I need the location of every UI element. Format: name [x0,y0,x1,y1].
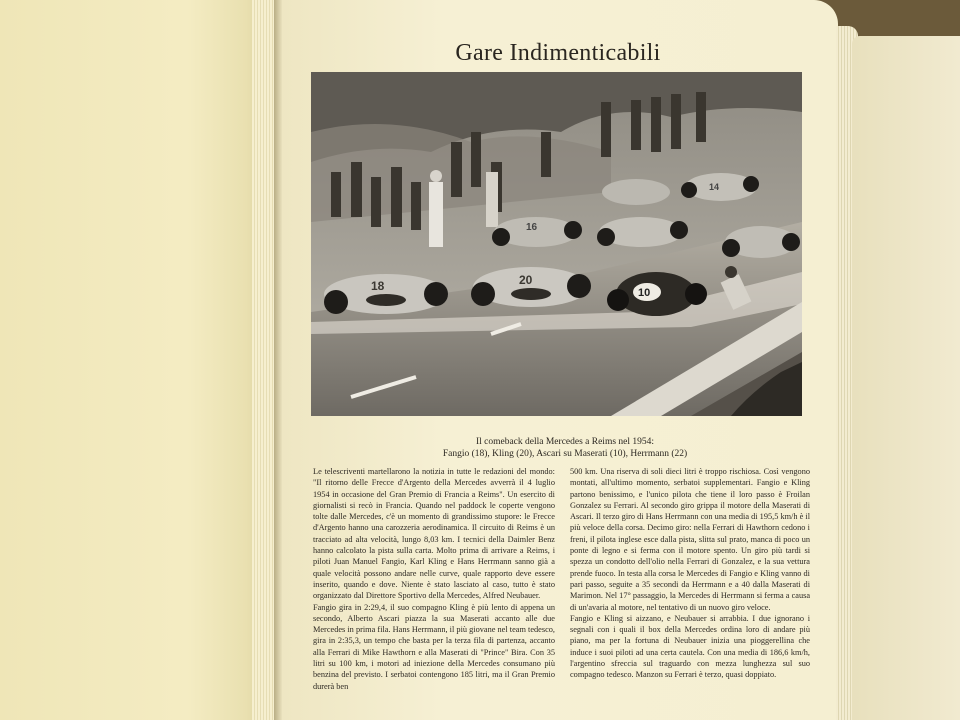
paragraph: Fangio e Kling si aizzano, e Neubauer si arrabbia. I due ignorano i segnali con i quali il box della Mercedes ordina loro di andare più piano, ma per la fortuna di Neubauer inizia una pioggerellina che induce i suoi piloti ad una certa cautela. Con una media di 186,6 km/h, l'argentino sfreccia sul traguardo con mezza lunghezza sul suo compagno tedesco. Manzon su Ferrari è terzo, quasi doppiato. [570,613,810,680]
photo-caption [330,436,800,460]
caption-line-1: Il comeback della Mercedes a Reims nel 1954: [475,437,655,447]
svg-text:16: 16 [526,222,538,233]
svg-text:20: 20 [519,273,533,287]
race-start-photo [311,72,802,416]
left-page [0,0,268,720]
race-photo-drawing [311,72,802,416]
text-column-left [313,466,555,692]
svg-text:18: 18 [371,279,385,293]
text-column-right [570,466,810,681]
paragraph: Le telescriventi martellarono la notizia in tutte le redazioni del mondo: "Il ritorno delle Frecce d'Argento della Mercedes avverrà il 4 luglio 1954 in occasione del Gran Premio di Francia a Reims". Un esercito di giornalisti si recò in Francia. Quando nel paddock le coperte vengono tolte dalle Mercedes, c'è un momento di grandissimo stupore: le Frecce d'Argento hanno una carozzeria aerodinamica. Il circuito di Reims è un tracciato ad alta velocità, lungo 8,03 km. I tecnici della Daimler Benz hanno calcolato la pista sulla carta. Molto prima di arrivare a Reims, i piloti Juan Manuel Fangio, Karl Kling e Hans Herrmann sanno già a quale velocità possono andare nelle curve, quale rapporto deve essere inserito, quando e dove. Niente è stato lasciato al caso, tutto è stato organizzato dal Direttore Sportivo della Mercedes, Alfred Neubauer. [313,467,555,601]
car-18 [324,274,448,314]
paragraph: 500 km. Una riserva di soli dieci litri è troppo rischiosa. Così vengono montati, all'ultimo momento, serbatoi supplementari. Fangio e Kling partono benissimo, e l'unico pilota che tiene il loro passo è Froilan Gonzalez su Ferrari. Al secondo giro grippa il motore della Maserati di Ascari. Il terzo giro di Hans Herrmann con una media di 195,5 km/h è il più veloce della corsa. Decimo giro: nella Ferrari di Hawthorn cedono i freni, il pilota inglese esce dalla pista, slitta sul prato, manca di poco un ponte di legno e si ferma con il motore spento. Un giro più tardi si spezza un condotto dell'olio nella Ferrari di Gonzalez, e la sua vettura prende fuoco. In testa alla corsa le Mercedes di Fangio e Kling vanno di pari passo, seguite a 35 secondi da Herrmann e a 40 dalla Maserati di Marimon. Nel 17° passaggio, la Mercedes di Herrmann si ferma a causa di un'avaria al motore, nel tentativo di un nuovo giro veloce. [570,467,810,612]
svg-text:10: 10 [638,287,651,299]
svg-text:14: 14 [709,182,720,192]
paragraph: Fangio gira in 2:29,4, il suo compagno Kling è più lento di appena un secondo, Alberto Ascari piazza la sua Maserati accanto alle due Mercedes in prima fila. Hans Herrmann, il più giovane nel team tedesco, gira in 2:35,3, un tempo che basta per la terza fila di partenza, accanto alla Ferrari di Mike Hawthorn e alla Maserati di "Prince" Bira. Con 35 litri su 100 km, i motori ad iniezione della Mercedes consumano più benzina del previsto. I serbatoi contengono 185 litri, ma il Gran Premio durerà ben [313,602,555,691]
background-card [852,36,960,720]
caption-line-2: Fangio (18), Kling (20), Ascari su Maserati (10), Herrmann (22) [442,449,688,459]
page-title: Gare Indimenticabili [455,40,661,66]
book-gutter [274,0,282,720]
